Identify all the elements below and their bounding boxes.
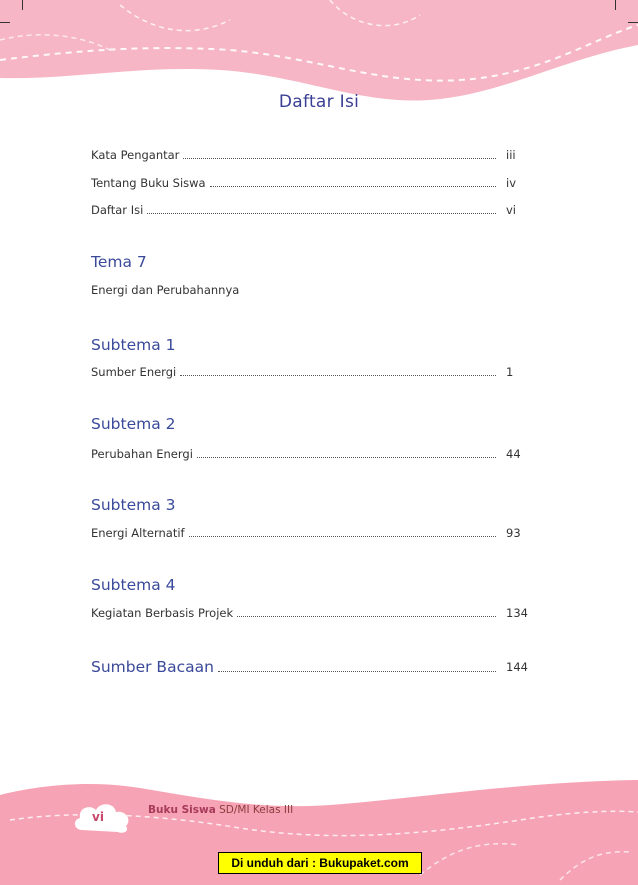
toc-entry-label: Daftar Isi [91, 203, 144, 217]
page-title: Daftar Isi [278, 92, 360, 112]
toc-entry-label: Sumber Bacaan [91, 658, 214, 676]
dot-leader [147, 212, 496, 214]
subtema-title: Subtema 2 [91, 415, 176, 433]
toc-entry-page: 134 [506, 606, 528, 620]
tema-title: Tema 7 [91, 253, 147, 271]
crop-mark [628, 22, 638, 23]
toc-entry-label: Energi Alternatif [91, 526, 185, 540]
subtema-title: Subtema 1 [91, 336, 176, 354]
subtema-title: Subtema 4 [91, 576, 176, 594]
download-note: Di unduh dari : Bukupaket.com [218, 852, 422, 874]
crop-mark [615, 0, 616, 10]
toc-entry-sumber-bacaan[interactable] [91, 656, 528, 676]
dot-leader [237, 615, 496, 617]
toc-entry-page: 144 [506, 660, 528, 674]
book-title-bold: Buku Siswa [148, 804, 216, 816]
tema-subtitle: Energi dan Perubahannya [91, 283, 240, 297]
toc-entry-page: vi [506, 203, 517, 217]
dot-leader [197, 456, 496, 458]
book-title [148, 804, 293, 816]
dot-leader [180, 374, 496, 376]
toc-entry-page: 1 [506, 365, 514, 379]
book-title-rest: SD/MI Kelas III [215, 804, 294, 816]
toc-entry-page: 93 [506, 526, 521, 540]
dot-leader [218, 670, 496, 672]
page-number: vi [92, 810, 104, 824]
toc-entry-subtema-4[interactable] [91, 604, 528, 620]
toc-entry-label: Kata Pengantar [91, 148, 180, 162]
dot-leader [183, 157, 496, 159]
toc-entry-page: iv [506, 176, 517, 190]
crop-mark [0, 22, 10, 23]
toc-entry-subtema-2[interactable] [91, 445, 528, 461]
toc-entry-subtema-1[interactable] [91, 363, 528, 379]
crop-mark [22, 0, 23, 10]
dot-leader [189, 535, 496, 537]
subtema-title: Subtema 3 [91, 496, 176, 514]
toc-entry-kata-pengantar[interactable] [91, 146, 528, 162]
toc-entry-tentang-buku-siswa[interactable] [91, 174, 528, 190]
toc-entry-label: Perubahan Energi [91, 447, 193, 461]
dot-leader [210, 185, 496, 187]
toc-entry-label: Kegiatan Berbasis Projek [91, 606, 234, 620]
toc-entry-daftar-isi[interactable] [91, 201, 528, 217]
toc-entry-label: Tentang Buku Siswa [91, 176, 206, 190]
toc-entry-page: 44 [506, 447, 521, 461]
toc-entry-label: Sumber Energi [91, 365, 177, 379]
toc-entry-subtema-3[interactable] [91, 524, 528, 540]
toc-entry-page: iii [506, 148, 516, 162]
